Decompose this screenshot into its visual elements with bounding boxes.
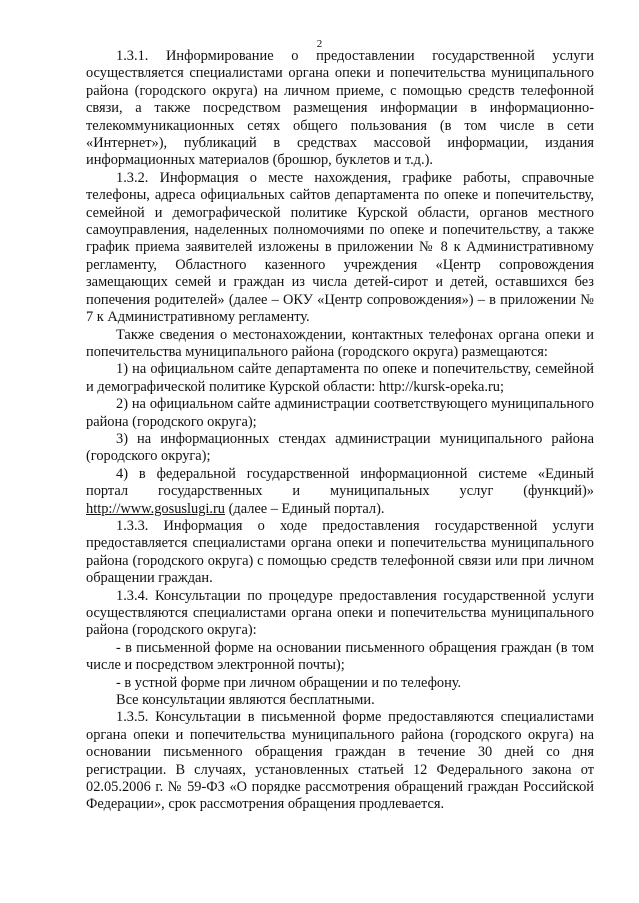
list-item-4-text: 4) в федеральной государственной информационной системе «Единый портал государственных и муниципальных услуг (функций)» [86,465,594,500]
list-item-1: 1) на официальном сайте департамента по опеке и попечительству, семейной и демографической политике Курской области: http://kursk-opeka.ru; [86,361,594,395]
list-item-4 [86,466,594,518]
consultation-oral: - в устной форме при личном обращении и по телефону. [116,674,462,691]
paragraph-1-3-1: 1.3.1. Информирование о предоставлении государственной услуги осуществляется специалистами органа опеки и попечительства муниципального района (городского округа) на личном приеме, с помощью средств телефонной связи, а также посредством размещения информации в информационно-телекоммуникационных сетях общего пользования (в том числе в сети «Интернет»), публикаций в средствах массовой информации, издания информационных материалов (брошюр, буклетов и т.д.). [86,48,594,169]
paragraph-contacts-intro: Также сведения о местонахождении, контактных телефонах органа опеки и попечительства муниципального района (городского округа) размещаются: [86,326,594,360]
paragraph-1-3-4: 1.3.4. Консультации по процедуре предоставления государственной услуги осуществляются специалистами органа опеки и попечительства муниципального района (городского округа): [86,587,594,639]
consultation-written: - в письменной форме на основании письменного обращения граждан (в том числе и посредством электронной почты); [86,639,594,674]
list-item-2: 2) на официальном сайте администрации соответствующего муниципального района (городского округа); [86,396,594,430]
consultation-free: Все консультации являются бесплатными. [116,692,375,709]
gosuslugi-link[interactable]: http://www.gosuslugi.ru [86,500,225,517]
list-item-4-suffix: (далее – Единый портал). [224,500,385,517]
document-body [86,48,594,814]
paragraph-1-3-2: 1.3.2. Информация о месте нахождения, графике работы, справочные телефоны, адреса официальных сайтов департамента по опеке и попечительству, семейной и демографической политике Курской области, органов местного самоуправления, наделенных полномочиями по опеке и попечительству, а также график приема заявителей изложены в приложении № 8 к Административному регламенту, Областного казенного учреждения «Центр сопровождения замещающих семей и граждан из числа детей-сирот и детей, оставшихся без попечения родителей» (далее – ОКУ «Центр сопровождения») – в приложении № 7 к Административному регламенту. [86,169,594,326]
paragraph-1-3-3: 1.3.3. Информация о ходе предоставления государственной услуги предоставляется специалистами органа опеки и попечительства муниципального района (городского округа) с помощью средств телефонной связи или при личном обращении граждан. [86,517,594,587]
list-item-3: 3) на информационных стендах администрации муниципального района (городского округа); [86,430,594,465]
page-number: 2 [316,38,323,50]
paragraph-1-3-5: 1.3.5. Консультации в письменной форме предоставляются специалистами органа опеки и попечительства муниципального района (городского округа) на основании письменного обращения граждан в течение 30 дней со дня регистрации. В случаях, установленных статьей 12 Федерального закона от 02.05.2006 г. № 59-ФЗ «О порядке рассмотрения обращений граждан Российской Федерации», срок рассмотрения обращения продлевается. [86,709,594,813]
